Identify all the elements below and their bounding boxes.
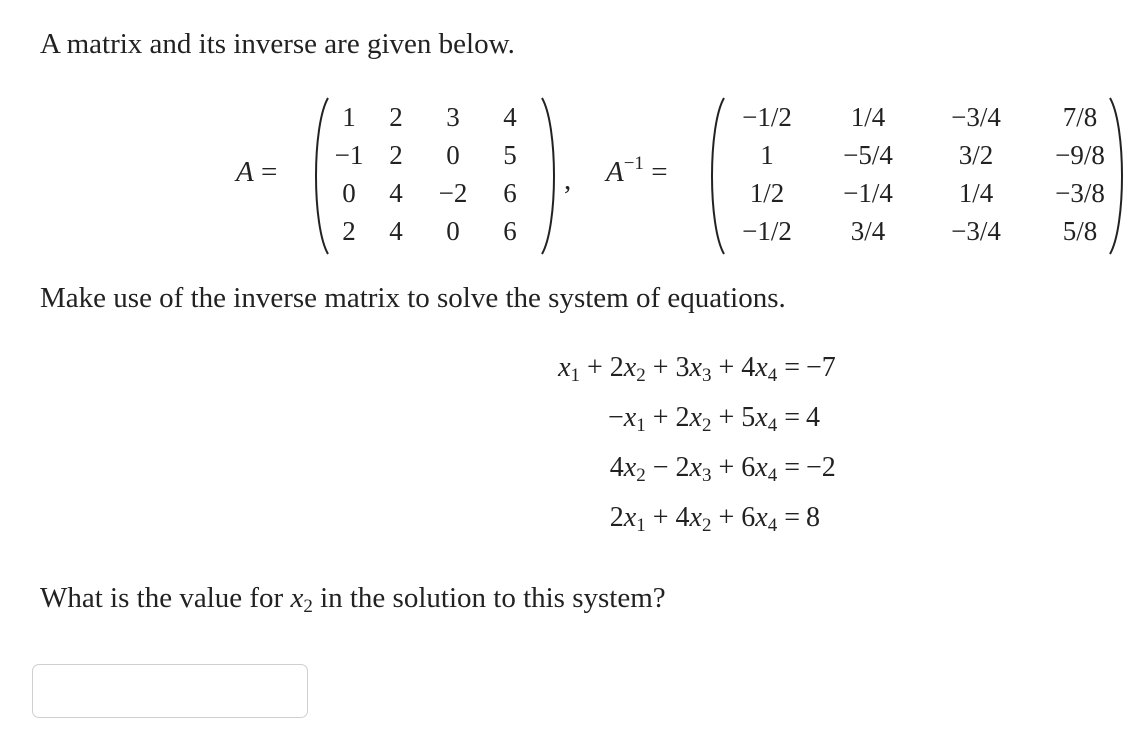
- matrix-cell: 4: [389, 216, 403, 246]
- matrix-a-inverse-symbol: A: [606, 156, 624, 188]
- matrix-cell: 1: [342, 102, 356, 132]
- matrix-cell: 0: [446, 140, 460, 170]
- matrix-a-right-bracket: [538, 96, 562, 256]
- matrix-cell: 1: [760, 140, 774, 170]
- matrix-a-inverse: [722, 98, 1132, 250]
- question-before: What is the value for: [40, 582, 284, 614]
- matrix-cell: 7/8: [1062, 102, 1098, 132]
- matrix-separator-comma: ,: [564, 164, 572, 196]
- question-text: [40, 582, 666, 615]
- equation-rhs: 8: [806, 502, 820, 533]
- equation-lhs: $x_1 + 2x_2 + 3x_3 + 4x_4$ =: [558, 352, 800, 386]
- intro-text: A matrix and its inverse are given below.: [40, 28, 515, 60]
- matrix-a-left-bracket: [308, 96, 332, 256]
- matrix-a-label: A =: [236, 156, 278, 188]
- matrix-cell: 1/4: [850, 102, 886, 132]
- matrix-a-symbol: A: [236, 156, 254, 188]
- matrix-cell: −2: [438, 178, 468, 208]
- matrix-cell: −1/2: [742, 102, 792, 132]
- equation-rhs: 4: [806, 402, 820, 433]
- matrix-cell: 5: [503, 140, 517, 170]
- matrix-cell: −9/8: [1055, 140, 1105, 170]
- question-variable-subscript: 2: [303, 596, 313, 617]
- matrix-a-inverse-right-bracket: [1106, 96, 1130, 256]
- equation-rhs: −7: [806, 352, 836, 383]
- equation-rhs: −2: [806, 452, 836, 483]
- answer-input[interactable]: [32, 664, 308, 718]
- matrix-cell: 5/8: [1062, 216, 1098, 246]
- matrix-cell: −1/4: [843, 178, 893, 208]
- equation-lhs: $-x_1 + 2x_2 + 5x_4$ =: [608, 402, 800, 436]
- matrix-cell: 4: [389, 178, 403, 208]
- equation-lhs: $2x_1 + 4x_2 + 6x_4$ =: [609, 502, 800, 536]
- matrix-cell: −1/2: [742, 216, 792, 246]
- matrix-cell: 6: [503, 216, 517, 246]
- matrix-cell: 1/4: [958, 178, 994, 208]
- matrix-cell: 0: [446, 216, 460, 246]
- matrix-cell: 2: [389, 140, 403, 170]
- matrix-cell: 3/4: [850, 216, 886, 246]
- matrix-cell: 6: [503, 178, 517, 208]
- inverse-superscript: −1: [623, 153, 644, 174]
- instruction-text: Make use of the inverse matrix to solve the system of equations.: [40, 282, 786, 314]
- matrix-cell: −5/4: [843, 140, 893, 170]
- matrix-cell: −3/4: [951, 102, 1001, 132]
- matrix-cell: −3/4: [951, 216, 1001, 246]
- matrix-cell: 3: [446, 102, 460, 132]
- question-variable: x: [290, 582, 304, 614]
- matrix-cell: 2: [342, 216, 356, 246]
- matrix-cell: 4: [503, 102, 517, 132]
- equation-lhs: $4x_2 - 2x_3 + 6x_4$ =: [609, 452, 800, 486]
- matrix-cell: −1: [334, 140, 364, 170]
- matrix-a: [330, 98, 538, 250]
- matrix-cell: 1/2: [749, 178, 785, 208]
- matrix-cell: −3/8: [1055, 178, 1105, 208]
- matrix-cell: 3/2: [958, 140, 994, 170]
- matrix-cell: 2: [389, 102, 403, 132]
- question-after: in the solution to this system?: [320, 582, 666, 614]
- matrix-a-inverse-label: $A^{-1}$ =: [606, 153, 668, 188]
- matrix-cell: 0: [342, 178, 356, 208]
